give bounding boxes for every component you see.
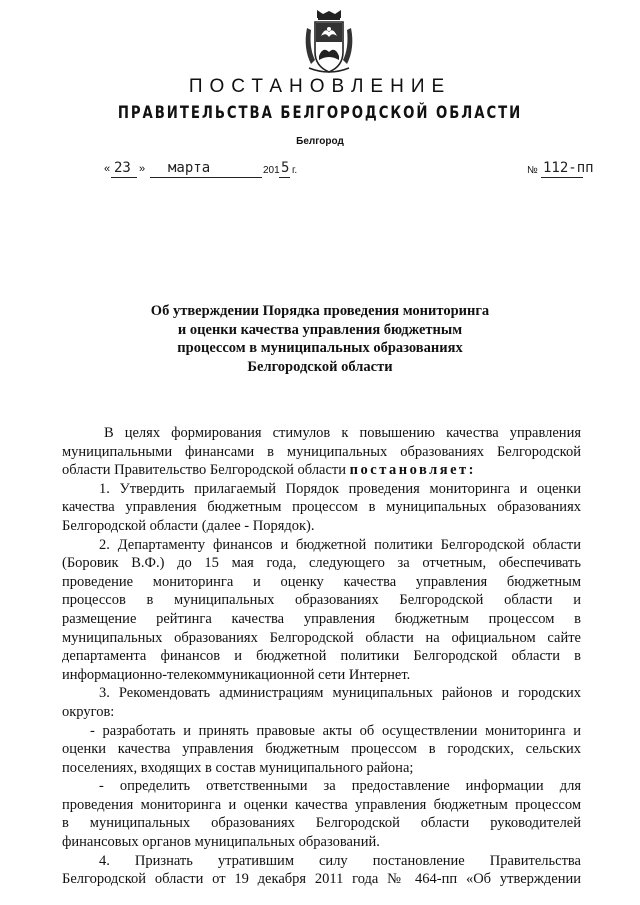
title-line: Об утверждении Порядка проведения мониторинга bbox=[150, 303, 490, 319]
body-line: 2. Департаменту финансов и бюджетной политики Белгородской области bbox=[99, 536, 581, 553]
issuing-authority-heading: ПРАВИТЕЛЬСТВА БЕЛГОРОДСКОЙ ОБЛАСТИ bbox=[117, 103, 523, 123]
body-line: 1. Утвердить прилагаемый Порядок проведения мониторинга и оценки bbox=[99, 480, 581, 497]
body-line: в муниципальных образованиях Белгородской области руководителей bbox=[62, 815, 581, 832]
resolves-keyword: постановляет: bbox=[349, 462, 476, 479]
body-line: муниципальными финансами в муниципальных образованиях Белгородской bbox=[62, 443, 581, 460]
body-line: - определить ответственными за предоставление информации для bbox=[99, 778, 581, 795]
body-line: оценки качества управления бюджетным процессом в городских, сельских bbox=[62, 741, 581, 758]
date-close-quote: » bbox=[139, 163, 146, 175]
body-line: округов: bbox=[62, 703, 115, 720]
title-line: процессом в муниципальных образованиях bbox=[177, 340, 463, 356]
body-line: размещение рейтинга качества управления бюджетным процессом в bbox=[62, 610, 581, 627]
body-line: В целях формирования стимулов к повышению качества управления bbox=[104, 425, 581, 441]
day-underline bbox=[111, 177, 137, 178]
month-underline bbox=[150, 177, 262, 178]
date-year-suffix: г. bbox=[292, 165, 298, 176]
body-line bbox=[62, 461, 581, 480]
document-type-heading: ПОСТАНОВЛЕНИЕ bbox=[188, 76, 452, 97]
decree-number: 112-пп bbox=[543, 160, 594, 176]
date-and-number-line bbox=[0, 160, 640, 184]
date-day: 23 bbox=[114, 160, 131, 176]
body-line: 3. Рекомендовать администрациям муниципальных районов и городских bbox=[99, 685, 581, 702]
body-line: проведение мониторинга и оценку качества управления бюджетным bbox=[62, 573, 581, 590]
year-underline bbox=[279, 177, 290, 178]
date-year-digit: 5 bbox=[281, 160, 290, 176]
body-line: - разработать и принять правовые акты об осуществлении мониторинга и bbox=[90, 722, 581, 739]
coat-of-arms-emblem bbox=[301, 8, 357, 76]
body-line: Белгородской области от 19 декабря 2011 года № 464-пп «Об утверждении bbox=[62, 871, 581, 888]
title-line: и оценки качества управления бюджетным bbox=[177, 321, 463, 338]
date-open-quote: « bbox=[104, 163, 111, 175]
number-sign: № bbox=[527, 165, 538, 176]
issuing-city: Белгород bbox=[296, 136, 344, 147]
body-line: департамента финансов и бюджетной политики Белгородской области в bbox=[62, 648, 581, 665]
body-line: финансовых органов муниципальных образований. bbox=[62, 834, 380, 851]
body-line: Белгородской области (далее - Порядок). bbox=[62, 517, 315, 534]
document-body bbox=[62, 424, 581, 889]
date-month: марта bbox=[168, 160, 211, 176]
body-line: процессов в муниципальных образованиях Белгородской области и bbox=[62, 592, 581, 609]
body-line: качества управления бюджетным процессом в муниципальных образованиях bbox=[62, 499, 581, 516]
body-line: 4. Признать утратившим силу постановление Правительства bbox=[99, 852, 581, 869]
title-line: Белгородской области bbox=[247, 358, 393, 375]
body-line: (Боровик В.Ф.) до 15 мая года, следующего за отчетным, обеспечивать bbox=[62, 555, 581, 572]
body-line: проведения мониторинга и оценки качества управления бюджетным процессом bbox=[62, 796, 581, 813]
number-underline bbox=[541, 177, 583, 178]
body-text: области Правительство Белгородской области bbox=[62, 462, 350, 479]
body-line: муниципальных образованиях Белгородской области на официальном сайте bbox=[62, 629, 581, 646]
body-line: информационно-телекоммуникационной сети Интернет. bbox=[62, 666, 411, 683]
document-title bbox=[0, 302, 640, 376]
date-year-prefix: 201 bbox=[263, 165, 280, 176]
body-line: поселениях, входящих в состав муниципального района; bbox=[62, 759, 414, 776]
